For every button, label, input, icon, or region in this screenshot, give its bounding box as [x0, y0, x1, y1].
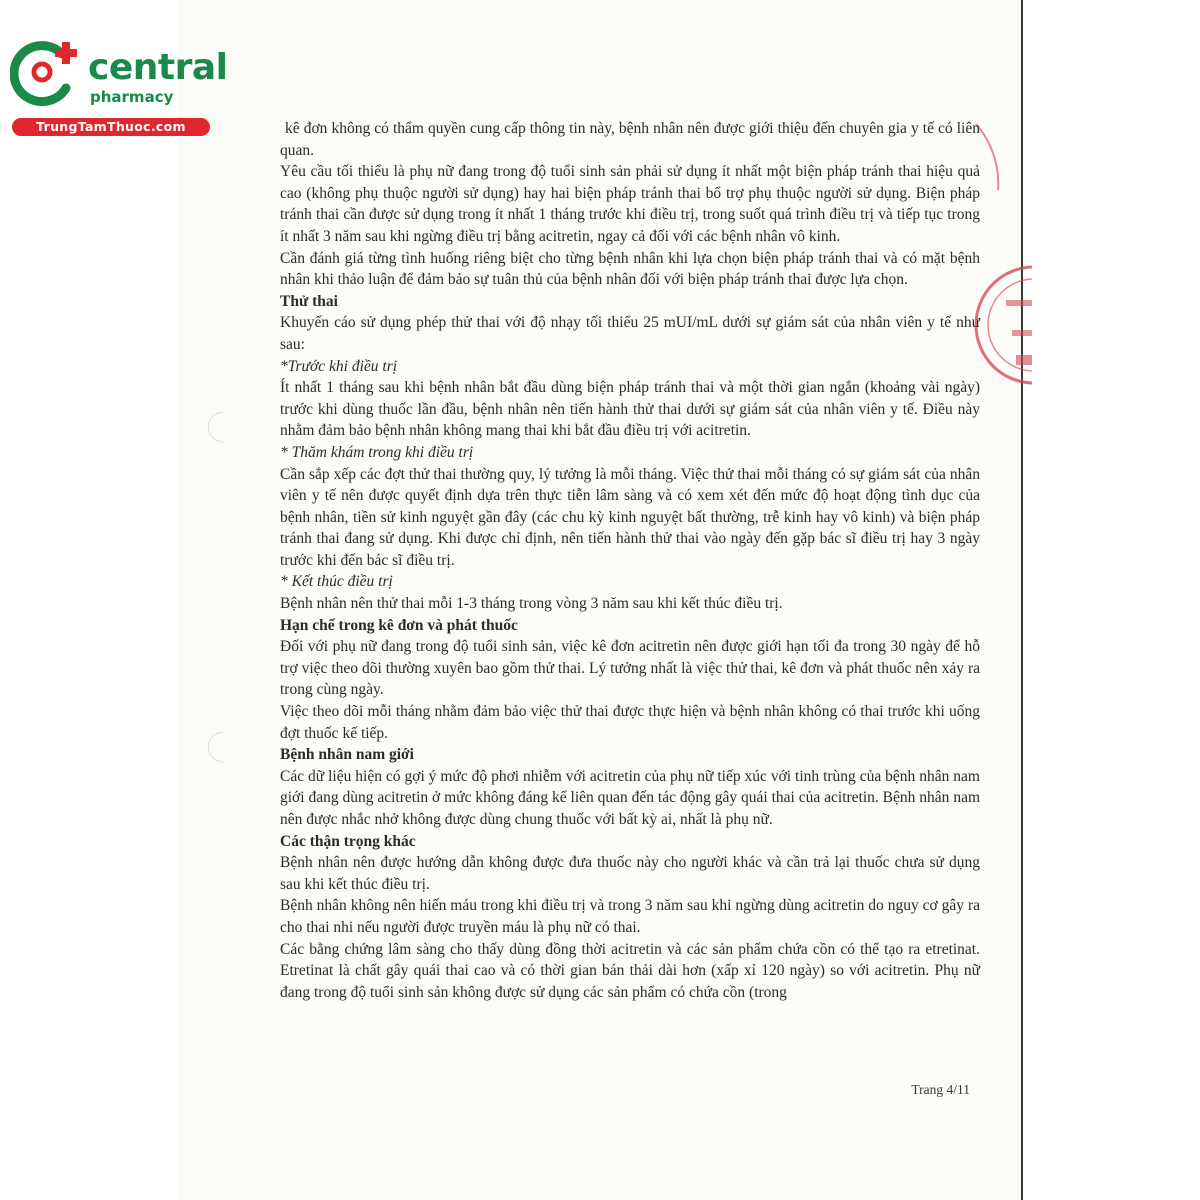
red-seal-stamp	[972, 110, 1032, 410]
document-body	[280, 118, 980, 1003]
pharmacy-c-cross-icon	[10, 36, 82, 116]
body-paragraph: Yêu cầu tối thiểu là phụ nữ đang trong độ tuổi sinh sản phải sử dụng ít nhất một biện pháp tránh thai hiệu quả cao (không phụ thuộc người sử dụng) hay hai biện pháp tránh thai bổ trợ phụ thuộc người sử dụng. Biện pháp tránh thai cần được sử dụng trong ít nhất 1 tháng trước khi điều trị, trong suốt quá trình điều trị và tiếp tục trong ít nhất 3 năm sau khi ngừng điều trị bằng acitretin, ngay cả đối với các bệnh nhân vô kinh.	[280, 163, 980, 245]
body-paragraph: Cần đánh giá từng tình huống riêng biệt cho từng bệnh nhân khi lựa chọn biện pháp tránh thai và có mặt bệnh nhân khi thảo luận để đảm bảo sự tuân thủ của bệnh nhân đối với biện pháp tránh thai được lựa chọn.	[280, 249, 980, 289]
section-heading: Hạn chế trong kê đơn và phát thuốc	[280, 616, 518, 634]
page-number: Trang 4/11	[911, 1082, 970, 1097]
body-paragraph: Bệnh nhân nên được hướng dẫn không được đưa thuốc này cho người khác và cần trả lại thuốc chưa sử dụng sau khi kết thúc điều trị.	[280, 854, 980, 893]
subsection-label: * Kết thúc điều trị	[280, 573, 393, 591]
body-paragraph: kê đơn không có thẩm quyền cung cấp thông tin này, bệnh nhân nên được giới thiệu đến chuyên gia y tế có liên quan.	[280, 120, 980, 159]
body-paragraph: Các bằng chứng lâm sàng cho thấy dùng đồng thời acitretin và các sản phẩm chứa cồn có thể tạo ra etretinat. Etretinat là chất gây quái thai cao và có thời gian bán thải dài hơn (xấp xỉ 120 ngày) so với acitretin. Phụ nữ đang trong độ tuổi sinh sản không được sử dụng các sản phẩm có chứa cồn (trong	[280, 940, 980, 1001]
section-heading: Các thận trọng khác	[280, 832, 416, 850]
body-paragraph: Bệnh nhân không nên hiến máu trong khi điều trị và trong 3 năm sau khi ngừng dùng acitretin do nguy cơ gây ra cho thai nhi nếu người được truyền máu là phụ nữ có thai.	[280, 897, 980, 936]
subsection-label: * Thăm khám trong khi điều trị	[280, 443, 474, 461]
subsection-label: *Trước khi điều trị	[280, 357, 398, 375]
logo-website-banner: TrungTamThuoc.com	[12, 118, 210, 136]
body-paragraph: Ít nhất 1 tháng sau khi bệnh nhân bắt đầu dùng biện pháp tránh thai và một thời gian ngắn (khoảng vài ngày) trước khi dùng thuốc lần đầu, bệnh nhân nên tiến hành thử thai dưới sự giám sát của nhân viên y tế. Điều này nhằm đảm bảo bệnh nhân không mang thai khi bắt đầu điều trị với acitretin.	[280, 379, 980, 440]
body-paragraph: Khuyến cáo sử dụng phép thử thai với độ nhạy tối thiểu 25 mUI/mL dưới sự giám sát của nhân viên y tế như sau:	[280, 314, 980, 353]
body-paragraph: Việc theo dõi mỗi tháng nhằm đảm bảo việc thử thai được thực hiện và bệnh nhân không có thai trước khi uống đợt thuốc kế tiếp.	[280, 703, 980, 742]
body-paragraph: Các dữ liệu hiện có gợi ý mức độ phơi nhiễm với acitretin của phụ nữ tiếp xúc với tinh trùng của bệnh nhân nam giới đang dùng acitretin ở mức không đáng kể liên quan đến tác động gây quái thai của acitretin. Bệnh nhân nam nên được nhắc nhở không được dùng chung thuốc với bất kỳ ai, nhất là phụ nữ.	[280, 767, 980, 828]
section-heading: Bệnh nhân nam giới	[280, 746, 414, 764]
logo-brand-name: central	[88, 47, 228, 88]
body-paragraph: Bệnh nhân nên thử thai mỗi 1-3 tháng trong vòng 3 năm sau khi kết thúc điều trị.	[280, 595, 783, 613]
logo-subtitle: pharmacy	[90, 88, 174, 106]
body-paragraph: Đối với phụ nữ đang trong độ tuổi sinh sản, việc kê đơn acitretin nên được giới hạn tối đa trong 30 ngày để hỗ trợ việc theo dõi thường xuyên bao gồm thử thai. Lý tưởng nhất là việc thử thai, kê đơn và phát thuốc nên xảy ra trong cùng ngày.	[280, 638, 980, 699]
section-heading: Thử thai	[280, 292, 338, 310]
body-paragraph: Cần sắp xếp các đợt thử thai thường quy, lý tưởng là mỗi tháng. Việc thử thai mỗi tháng có sự giám sát của nhân viên y tế nên được quyết định dựa trên thực tiễn lâm sàng và có xem xét đến mức độ hoạt động tình dục của bệnh nhân, tiền sử kinh nguyệt gần đây (các chu kỳ kinh nguyệt bất thường, trễ kinh hay vô kinh) và biện pháp tránh thai đang sử dụng. Khi được chỉ định, nên tiến hành thử thai vào ngày đến gặp bác sĩ điều trị hay 3 ngày trước khi đến bác sĩ điều trị.	[280, 465, 980, 569]
pharmacy-logo[interactable]	[10, 36, 228, 136]
